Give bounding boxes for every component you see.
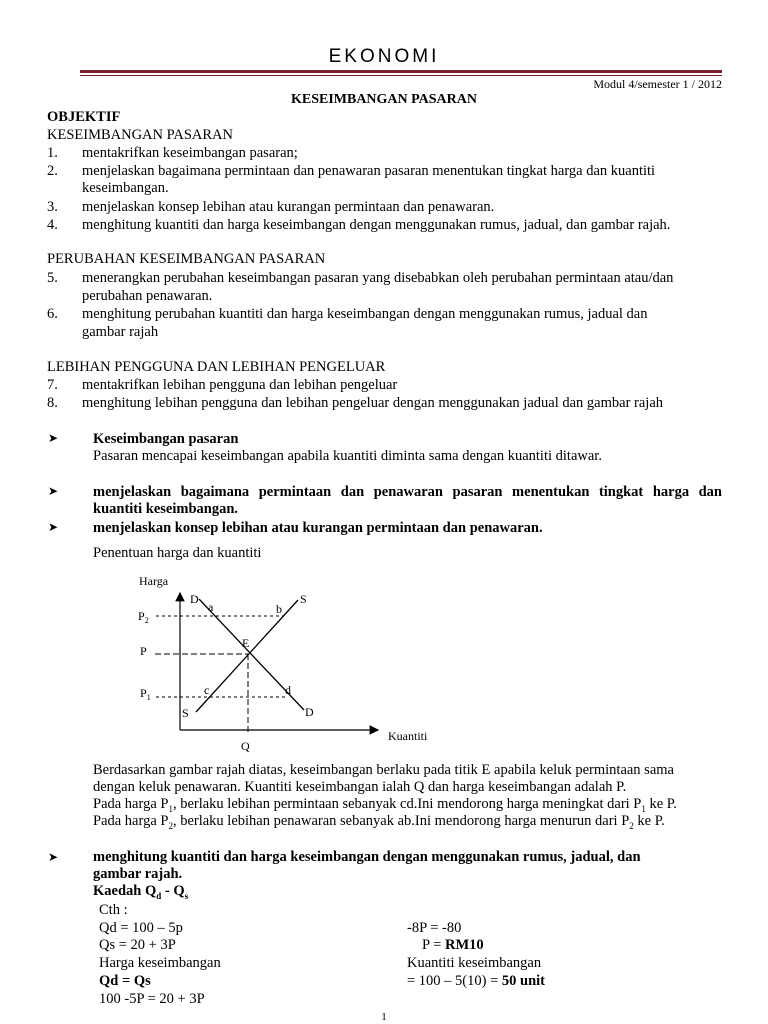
point-a-label: a bbox=[208, 600, 214, 614]
section3-title: LEBIHAN PENGGUNA DAN LEBIHAN PENGELUAR bbox=[47, 359, 386, 375]
supply-top-label: S bbox=[300, 592, 307, 606]
section2-title: PERUBAHAN KESEIMBANGAN PASARAN bbox=[47, 251, 326, 267]
item-text: perubahan penawaran. bbox=[82, 288, 213, 304]
equation-line: = 100 – 5(10) = 50 unit bbox=[407, 973, 546, 989]
item-number: 5. bbox=[47, 270, 58, 286]
example-label: Cth : bbox=[99, 902, 128, 918]
bullet-heading: menjelaskan konsep lebihan atau kurangan permintaan dan penawaran. bbox=[93, 520, 543, 536]
point-d-label: d bbox=[285, 683, 291, 697]
page-title: KESEIMBANGAN PASARAN bbox=[290, 92, 478, 107]
arrow-bullet-icon: ➤ bbox=[48, 431, 59, 445]
item-text: menghitung lebihan pengguna dan lebihan pengeluar dengan menggunakan jadual dan gambar rajah bbox=[82, 395, 664, 411]
method-heading: Kaedah $Q_d - Q_s$ bbox=[93, 883, 189, 901]
objektif-label: OBJEKTIF bbox=[47, 109, 121, 125]
p1-label: $P_1$ bbox=[140, 686, 151, 702]
bullet-heading: gambar rajah. bbox=[93, 866, 183, 882]
item-number: 1. bbox=[47, 145, 58, 161]
item-text: gambar rajah bbox=[82, 324, 159, 340]
item-number: 8. bbox=[47, 395, 58, 411]
item-number: 3. bbox=[47, 199, 58, 215]
equation-line: Kuantiti keseimbangan bbox=[407, 955, 542, 971]
item-text: mentakrifkan keseimbangan pasaran; bbox=[82, 145, 298, 161]
explanation-line: Pada harga $P_1$, berlaku lebihan permintaan sebanyak cd.Ini mendorong harga meningkat dari $P_1$ ke P. bbox=[93, 796, 677, 814]
q-label: Q bbox=[241, 739, 250, 753]
equation-line: -8P = -80 bbox=[407, 920, 462, 936]
item-text: menerangkan perubahan keseimbangan pasaran yang disebabkan oleh perubahan permintaan atau/dan bbox=[82, 270, 674, 286]
supply-curve bbox=[196, 600, 298, 712]
item-text: keseimbangan. bbox=[82, 180, 169, 196]
item-text: menjelaskan bagaimana permintaan dan penawaran pasaran menentukan tingkat harga dan kuantiti bbox=[82, 163, 656, 179]
diagram-caption: Penentuan harga dan kuantiti bbox=[93, 545, 262, 561]
page-number: 1 bbox=[381, 1011, 387, 1023]
p2-label: $P_2$ bbox=[138, 609, 149, 625]
equation-line: Qd = Qs bbox=[99, 973, 151, 989]
item-text: menghitung perubahan kuantiti dan harga keseimbangan dengan menggunakan rumus, jadual dan bbox=[82, 306, 648, 322]
equation-line: P = RM10 bbox=[422, 937, 484, 953]
p-label: P bbox=[140, 644, 147, 658]
modul-label: Modul 4/semester 1 / 2012 bbox=[593, 77, 722, 91]
equation-line: 100 -5P = 20 + 3P bbox=[99, 991, 205, 1007]
arrow-bullet-icon: ➤ bbox=[48, 850, 59, 864]
item-number: 4. bbox=[47, 217, 58, 233]
bullet-heading: kuantiti keseimbangan. bbox=[93, 501, 239, 517]
point-e-label: E bbox=[242, 636, 250, 650]
equation-line: Qs = 20 + 3P bbox=[99, 937, 176, 953]
y-axis-label: Harga bbox=[139, 574, 169, 588]
equation-line: Harga keseimbangan bbox=[99, 955, 221, 971]
item-number: 7. bbox=[47, 377, 58, 393]
supply-bottom-label: S bbox=[182, 706, 189, 720]
demand-bottom-label: D bbox=[305, 705, 314, 719]
header-title: EKONOMI bbox=[328, 46, 440, 67]
demand-top-label: D bbox=[190, 592, 199, 606]
section1-title: KESEIMBANGAN PASARAN bbox=[47, 127, 233, 143]
bullet-heading: Keseimbangan pasaran bbox=[93, 431, 239, 447]
item-number: 2. bbox=[47, 163, 58, 179]
bullet-heading: menghitung kuantiti dan harga keseimbangan dengan menggunakan rumus, jadual, dan bbox=[93, 849, 641, 865]
bullet-heading: menjelaskan bagaimana permintaan dan penawaran pasaran menentukan tingkat harga dan bbox=[93, 484, 722, 500]
explanation-line: dengan keluk penawaran. Kuantiti keseimbangan ialah Q dan harga keseimbangan adalah P. bbox=[93, 779, 627, 795]
item-text: menjelaskan konsep lebihan atau kurangan permintaan dan penawaran. bbox=[82, 199, 495, 215]
explanation-line: Berdasarkan gambar rajah diatas, keseimbangan berlaku pada titik E apabila keluk permintaan sama bbox=[93, 762, 674, 778]
item-text: menghitung kuantiti dan harga keseimbangan dengan menggunakan rumus, jadual, dan gambar rajah. bbox=[82, 217, 671, 233]
point-b-label: b bbox=[276, 602, 282, 616]
equation-line: Qd = 100 – 5p bbox=[99, 920, 183, 936]
arrow-bullet-icon: ➤ bbox=[48, 484, 59, 498]
item-number: 6. bbox=[47, 306, 58, 322]
arrow-bullet-icon: ➤ bbox=[48, 520, 59, 534]
x-axis-label: Kuantiti bbox=[388, 729, 428, 743]
point-c-label: c bbox=[204, 683, 210, 697]
item-text: mentakrifkan lebihan pengguna dan lebihan pengeluar bbox=[82, 377, 398, 393]
bullet-text: Pasaran mencapai keseimbangan apabila kuantiti diminta sama dengan kuantiti ditawar. bbox=[93, 448, 602, 464]
explanation-line: Pada harga $P_2$, berlaku lebihan penawaran sebanyak ab.Ini mendorong harga menurun dari $P_2$ ke P. bbox=[93, 813, 665, 831]
